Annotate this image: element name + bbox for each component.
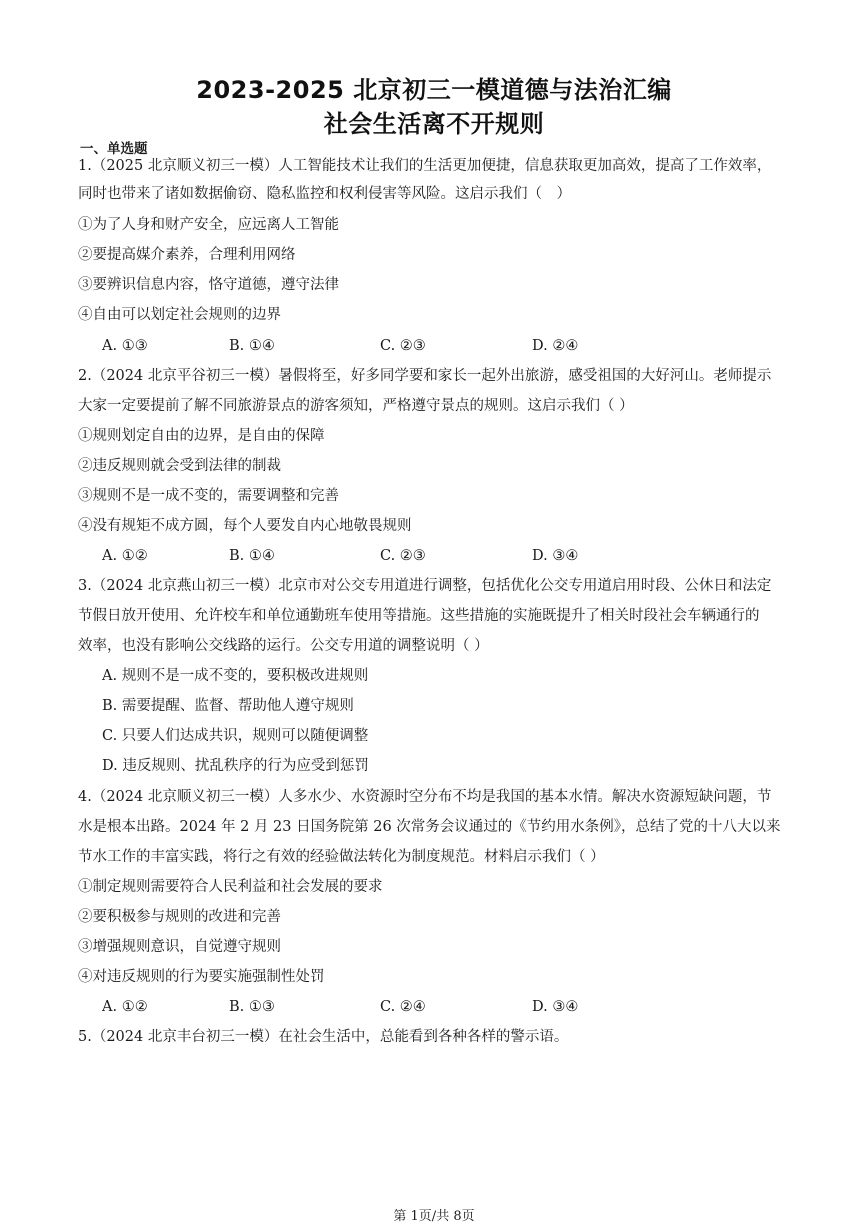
question-2-option-b: B. ①④ xyxy=(229,548,275,564)
question-1-option-c: C. ②③ xyxy=(380,338,426,354)
question-4-statement-3: ③增强规则意识，自觉遵守规则 xyxy=(78,939,281,955)
question-5-stem-line-1: 5.（2024 北京丰台初三一模）在社会生活中，总能看到各种各样的警示语。 xyxy=(78,1029,569,1045)
question-1-stem-line-2: 同时也带来了诸如数据偷窃、隐私监控和权利侵害等风险。这启示我们（ ） xyxy=(78,186,571,202)
question-4-statement-1: ①制定规则需要符合人民利益和社会发展的要求 xyxy=(78,879,383,895)
section-heading: 一、单选题 xyxy=(80,141,148,157)
question-2-option-c: C. ②③ xyxy=(380,548,426,564)
question-2-stem-line-1: 2.（2024 北京平谷初三一模）暑假将至，好多同学要和家长一起外出旅游，感受祖国的大好河山。老师提示 xyxy=(78,368,772,384)
question-3-option-c: C. 只要人们达成共识，规则可以随便调整 xyxy=(102,728,369,744)
question-2-statement-3: ③规则不是一成不变的，需要调整和完善 xyxy=(78,488,339,504)
question-2-option-a: A. ①② xyxy=(102,548,148,564)
question-4-stem-line-3: 节水工作的丰富实践，将行之有效的经验做法转化为制度规范。材料启示我们（ ） xyxy=(78,849,605,865)
question-3-option-a: A. 规则不是一成不变的，要积极改进规则 xyxy=(102,668,369,684)
question-2-statement-1: ①规则划定自由的边界，是自由的保障 xyxy=(78,428,325,444)
question-1-option-a: A. ①③ xyxy=(102,338,148,354)
question-1-option-b: B. ①④ xyxy=(229,338,275,354)
question-4-statement-4: ④对违反规则的行为要实施强制性处罚 xyxy=(78,969,325,985)
page-number: 第 1页/共 8页 xyxy=(393,1209,475,1224)
question-2-statement-2: ②违反规则就会受到法律的制裁 xyxy=(78,458,281,474)
question-4-stem-line-2: 水是根本出路。2024 年 2 月 23 日国务院第 26 次常务会议通过的《节约用水条例》，总结了党的十八大以来 xyxy=(78,819,781,835)
question-1-statement-3: ③要辨识信息内容，恪守道德，遵守法律 xyxy=(78,277,339,293)
question-1-stem-line-1: 1.（2025 北京顺义初三一模）人工智能技术让我们的生活更加便捷，信息获取更加高效，提高了工作效率， xyxy=(78,158,772,174)
question-1-statement-4: ④自由可以划定社会规则的边界 xyxy=(78,307,281,323)
question-4-statement-2: ②要积极参与规则的改进和完善 xyxy=(78,909,281,925)
question-4-option-d: D. ③④ xyxy=(532,999,579,1015)
question-2-statement-4: ④没有规矩不成方圆，每个人要发自内心地敬畏规则 xyxy=(78,518,412,534)
question-2-option-d: D. ③④ xyxy=(532,548,579,564)
question-3-option-b: B. 需要提醒、监督、帮助他人遵守规则 xyxy=(102,698,354,714)
question-3-stem-line-3: 效率，也没有影响公交线路的运行。公交专用道的调整说明（ ） xyxy=(78,638,489,654)
question-1-option-d: D. ②④ xyxy=(532,338,579,354)
question-3-option-d: D. 违反规则、扰乱秩序的行为应受到惩罚 xyxy=(102,758,369,774)
question-4-option-c: C. ②④ xyxy=(380,999,426,1015)
question-1-statement-2: ②要提高媒介素养，合理利用网络 xyxy=(78,247,296,263)
question-4-option-a: A. ①② xyxy=(102,999,148,1015)
question-2-stem-line-2: 大家一定要提前了解不同旅游景点的游客须知，严格遵守景点的规则。这启示我们（ ） xyxy=(78,398,634,414)
question-1-statement-1: ①为了人身和财产安全，应远离人工智能 xyxy=(78,217,339,233)
document-title: 2023-2025 北京初三一模道德与法治汇编 xyxy=(196,76,672,104)
question-3-stem-line-1: 3.（2024 北京燕山初三一模）北京市对公交专用道进行调整，包括优化公交专用道启用时段、公休日和法定 xyxy=(78,578,772,594)
document-subtitle: 社会生活离不开规则 xyxy=(323,110,545,138)
question-4-stem-line-1: 4.（2024 北京顺义初三一模）人多水少、水资源时空分布不均是我国的基本水情。解决水资源短缺问题，节 xyxy=(78,789,772,805)
question-3-stem-line-2: 节假日放开使用、允许校车和单位通勤班车使用等措施。这些措施的实施既提升了相关时段社会车辆通行的 xyxy=(78,608,760,624)
question-4-option-b: B. ①③ xyxy=(229,999,275,1015)
